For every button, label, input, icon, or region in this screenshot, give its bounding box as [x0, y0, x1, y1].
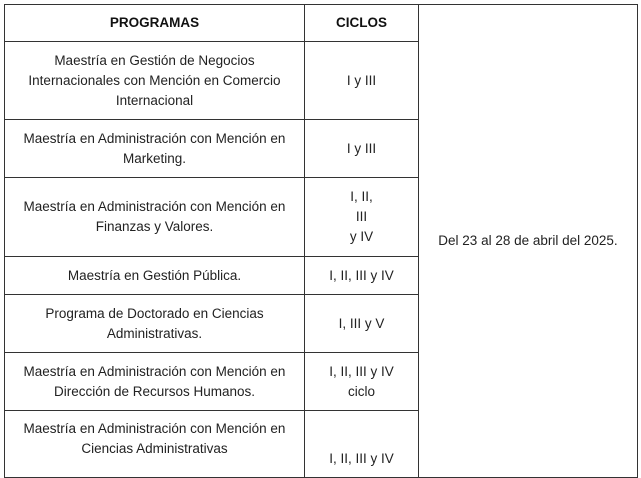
cycle-line: III	[355, 209, 368, 224]
program-name: Programa de Doctorado en Ciencias Administrativas.	[5, 295, 305, 353]
schedule-table-container	[4, 4, 638, 478]
program-cycles	[305, 120, 419, 178]
program-cycles	[305, 257, 419, 295]
programs-schedule-table	[4, 4, 638, 478]
header-programas: PROGRAMAS	[5, 5, 305, 42]
program-cycles	[305, 42, 419, 120]
table-header-row	[5, 5, 638, 42]
program-name: Maestría en Gestión Pública.	[5, 257, 305, 295]
cycle-line: I, II,	[350, 189, 373, 204]
cycle-line: I, II, III y IV	[329, 363, 394, 379]
program-cycles	[305, 353, 419, 411]
cycle-line: I y III	[346, 140, 377, 156]
cycle-line: y IV	[349, 229, 374, 244]
dates-cell: Del 23 al 28 de abril del 2025.	[419, 5, 638, 478]
cycle-line: I, II, III y IV	[329, 451, 394, 466]
program-name: Maestría en Administración con Mención en Finanzas y Valores.	[5, 178, 305, 257]
cycle-line: I, II, III y IV	[329, 267, 394, 283]
cycle-line: I, III y V	[338, 315, 385, 331]
program-cycles	[305, 411, 419, 478]
program-cycles	[305, 178, 419, 257]
program-name: Maestría en Administración con Mención en Marketing.	[5, 120, 305, 178]
program-name: Maestría en Administración con Mención en Ciencias Administrativas	[5, 411, 305, 478]
program-cycles	[305, 295, 419, 353]
header-ciclos: CICLOS	[305, 5, 419, 42]
program-name: Maestría en Administración con Mención en Dirección de Recursos Humanos.	[5, 353, 305, 411]
cycle-line: I y III	[346, 72, 377, 88]
cycle-line: ciclo	[347, 383, 375, 399]
program-name: Maestría en Gestión de Negocios Internacionales con Mención en Comercio Internacional	[5, 42, 305, 120]
